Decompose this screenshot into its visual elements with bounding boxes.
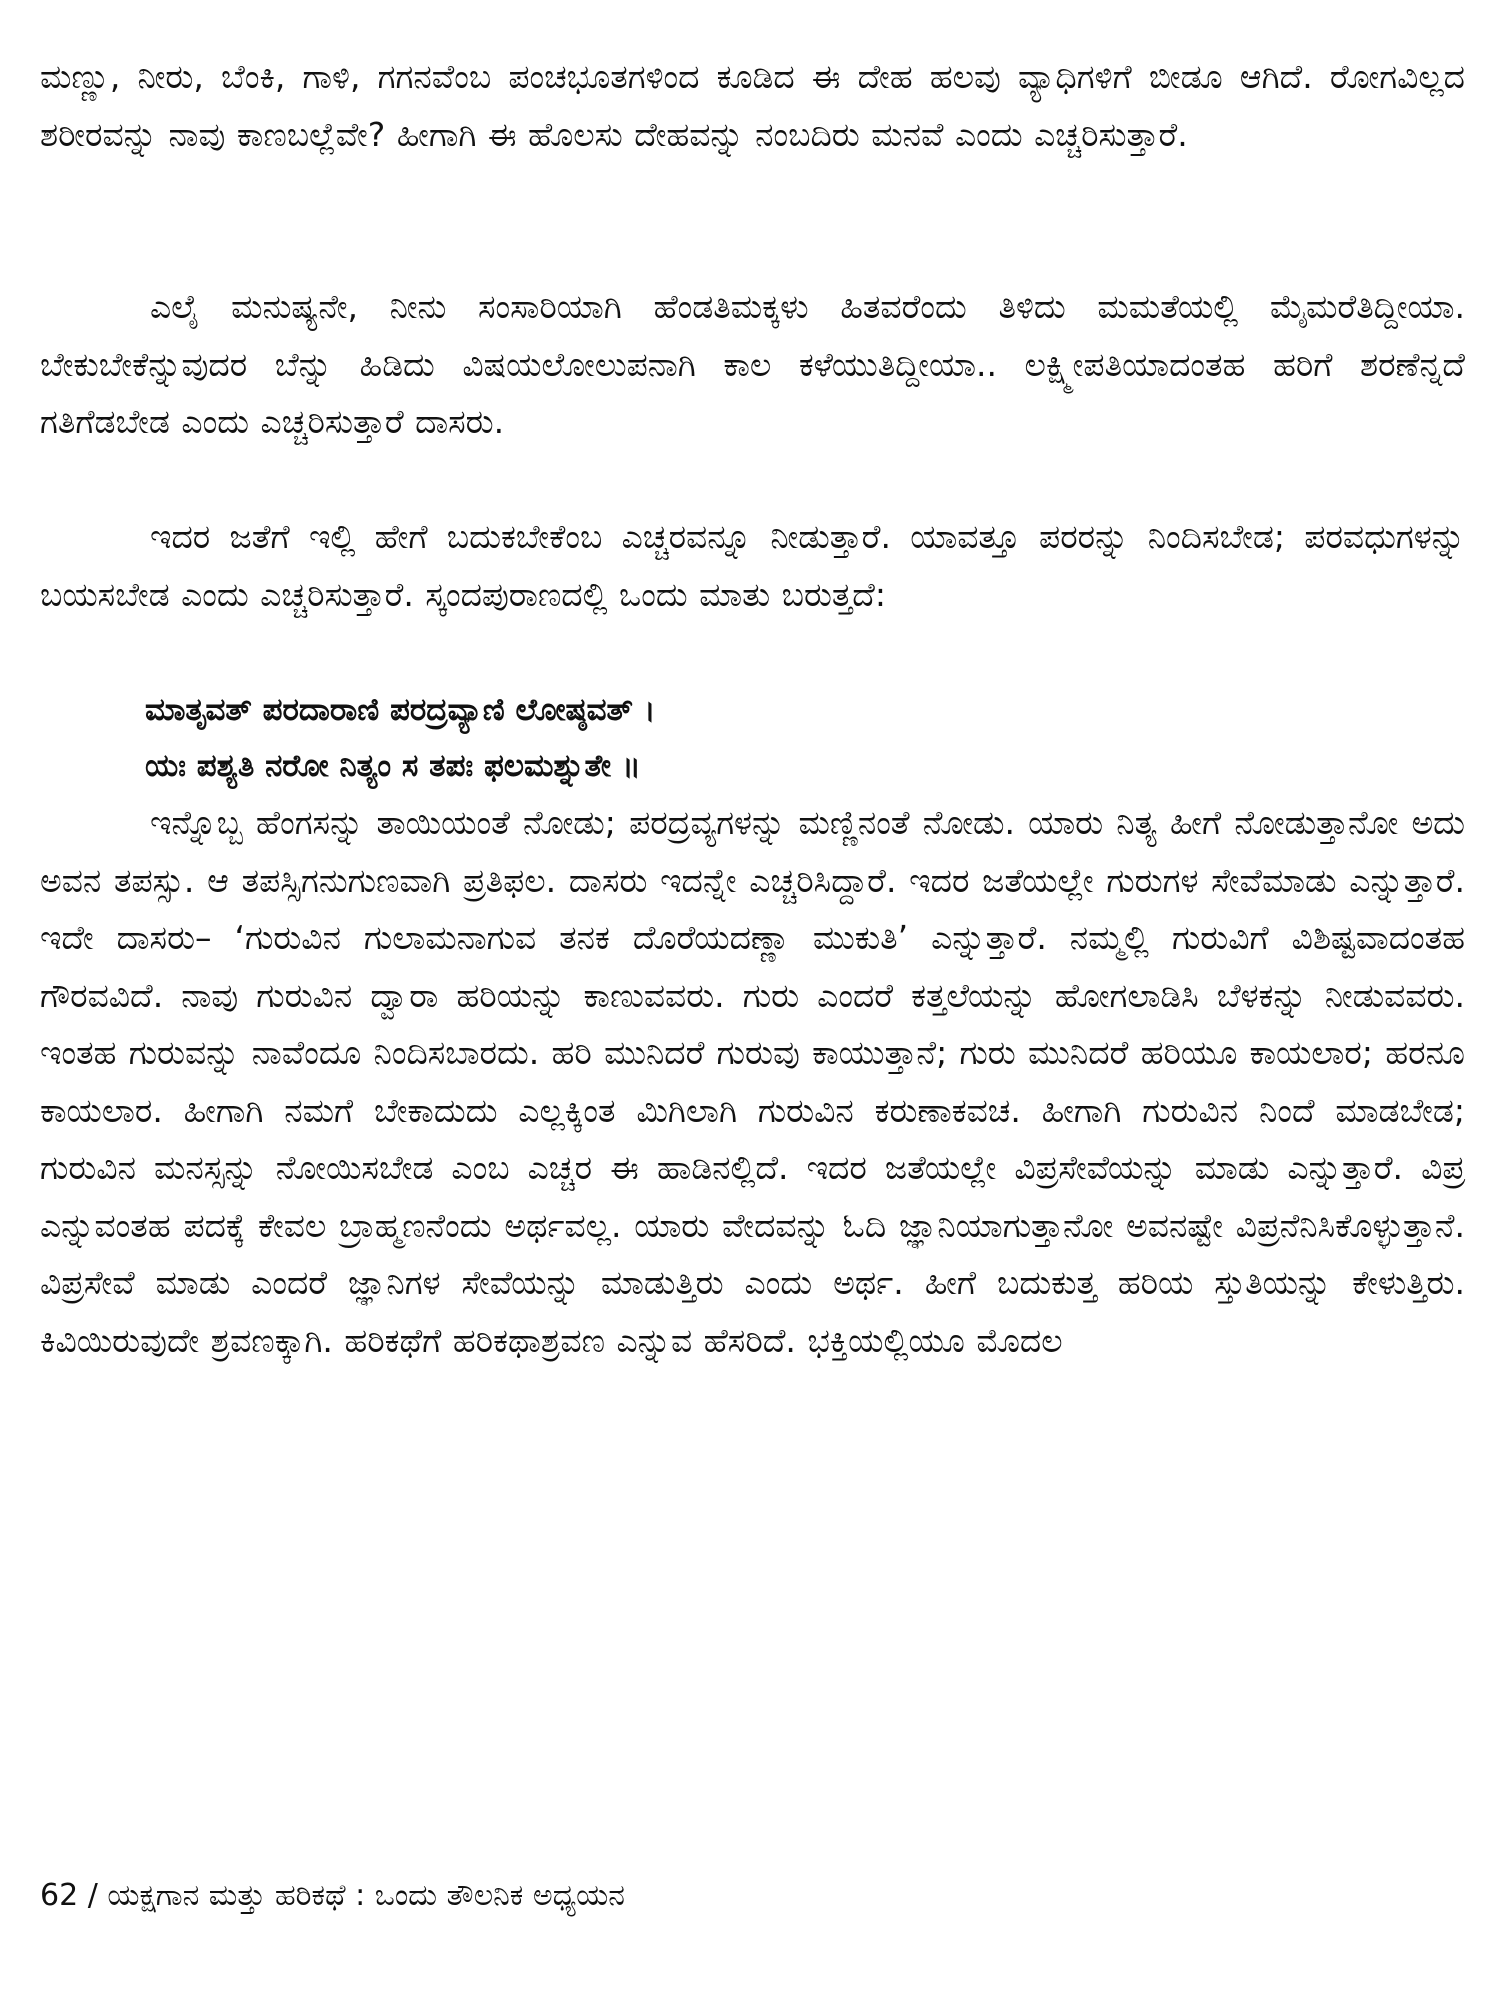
paragraph-how-to-live: ಇದರ ಜತೆಗೆ ಇಲ್ಲಿ ಹೇಗೆ ಬದುಕಬೇಕೆಂಬ ಎಚ್ಚರವನ್ನೂ ನೀಡುತ್ತಾರೆ. ಯಾವತ್ತೂ ಪರರನ್ನು ನಿಂದಿಸಬೇಡ; ಪರವಧುಗಳನ್ನು ಬಯಸಬೇಡ ಎಂದು ಎಚ್ಚರಿಸುತ್ತಾರೆ. ಸ್ಕಂದಪುರಾಣದಲ್ಲಿ ಒಂದು ಮಾತು ಬರುತ್ತದೆ: bbox=[40, 517, 1465, 614]
sanskrit-verse-line-1: ಮಾತೃವತ್ ಪರದಾರಾಣಿ ಪರದ್ರವ್ಯಾಣಿ ಲೋಷ್ಠವತ್ । bbox=[145, 692, 656, 728]
paragraph-worldly-attachment: ಎಲೈ ಮನುಷ್ಯನೇ, ನೀನು ಸಂಸಾರಿಯಾಗಿ ಹೆಂಡತಿಮಕ್ಕಳು ಹಿತವರೆಂದು ತಿಳಿದು ಮಮತೆಯಲ್ಲಿ ಮೈಮರೆತಿದ್ದೀಯಾ. ಬೇಕುಬೇಕೆನ್ನುವುದರ ಬೆನ್ನು ಹಿಡಿದು ವಿಷಯಲೋಲುಪನಾಗಿ ಕಾಲ ಕಳೆಯುತಿದ್ದೀಯಾ.. ಲಕ್ಷ್ಮೀಪತಿಯಾದಂತಹ ಹರಿಗೆ ಶರಣೆನ್ನದೆ ಗತಿಗೆಡಬೇಡ ಎಂದು ಎಚ್ಚರಿಸುತ್ತಾರೆ ದಾಸರು. bbox=[40, 287, 1465, 441]
page-footer: 62 / ಯಕ್ಷಗಾನ ಮತ್ತು ಹರಿಕಥೆ : ಒಂದು ತೌಲನಿಕ ಅಧ್ಯಯನ bbox=[40, 1878, 625, 1913]
paragraph-body-hazards: ಮಣ್ಣು, ನೀರು, ಬೆಂಕಿ, ಗಾಳಿ, ಗಗನವೆಂಬ ಪಂಚಭೂತಗಳಿಂದ ಕೂಡಿದ ಈ ದೇಹ ಹಲವು ವ್ಯಾಧಿಗಳಿಗೆ ಬೀಡೂ ಆಗಿದೆ. ರೋಗವಿಲ್ಲದ ಶರೀರವನ್ನು ನಾವು ಕಾಣಬಲ್ಲೆವೇ? ಹೀಗಾಗಿ ಈ ಹೊಲಸು ದೇಹವನ್ನು ನಂಬದಿರು ಮನವೆ ಎಂದು ಎಚ್ಚರಿಸುತ್ತಾರೆ. bbox=[40, 57, 1465, 154]
paragraph-guru-service: ಇನ್ನೊಬ್ಬ ಹೆಂಗಸನ್ನು ತಾಯಿಯಂತೆ ನೋಡು; ಪರದ್ರವ್ಯಗಳನ್ನು ಮಣ್ಣಿನಂತೆ ನೋಡು. ಯಾರು ನಿತ್ಯ ಹೀಗೆ ನೋಡುತ್ತಾನೋ ಅದು ಅವನ ತಪಸ್ಸು. ಆ ತಪಸ್ಸಿಗನುಗುಣವಾಗಿ ಪ್ರತಿಫಲ. ದಾಸರು ಇದನ್ನೇ ಎಚ್ಚರಿಸಿದ್ದಾರೆ. ಇದರ ಜತೆಯಲ್ಲೇ ಗುರುಗಳ ಸೇವೆಮಾಡು ಎನ್ನುತ್ತಾರೆ. ಇದೇ ದಾಸರು– ‘ಗುರುವಿನ ಗುಲಾಮನಾಗುವ ತನಕ ದೊರೆಯದಣ್ಣಾ ಮುಕುತಿ’ ಎನ್ನುತ್ತಾರೆ. ನಮ್ಮಲ್ಲಿ ಗುರುವಿಗೆ ವಿಶಿಷ್ಟವಾದಂತಹ ಗೌರವವಿದೆ. ನಾವು ಗುರುವಿನ ದ್ವಾರಾ ಹರಿಯನ್ನು ಕಾಣುವವರು. ಗುರು ಎಂದರೆ ಕತ್ತಲೆಯನ್ನು ಹೋಗಲಾಡಿಸಿ ಬೆಳಕನ್ನು ನೀಡುವವರು. ಇಂತಹ ಗುರುವನ್ನು ನಾವೆಂದೂ ನಿಂದಿಸಬಾರದು. ಹರಿ ಮುನಿದರೆ ಗುರುವು ಕಾಯುತ್ತಾನೆ; ಗುರು ಮುನಿದರೆ ಹರಿಯೂ ಕಾಯಲಾರ; ಹರನೂ ಕಾಯಲಾರ. ಹೀಗಾಗಿ ನಮಗೆ ಬೇಕಾದುದು ಎಲ್ಲಕ್ಕಿಂತ ಮಿಗಿಲಾಗಿ ಗುರುವಿನ ಕರುಣಾಕವಚ. ಹೀಗಾಗಿ ಗುರುವಿನ ನಿಂದೆ ಮಾಡಬೇಡ; ಗುರುವಿನ ಮನಸ್ಸನ್ನು ನೋಯಿಸಬೇಡ ಎಂಬ ಎಚ್ಚರ ಈ ಹಾಡಿನಲ್ಲಿದೆ. ಇದರ ಜತೆಯಲ್ಲೇ ವಿಪ್ರಸೇವೆಯನ್ನು ಮಾಡು ಎನ್ನುತ್ತಾರೆ. ವಿಪ್ರ ಎನ್ನುವಂತಹ ಪದಕ್ಕೆ ಕೇವಲ ಬ್ರಾಹ್ಮಣನೆಂದು ಅರ್ಥವಲ್ಲ. ಯಾರು ವೇದವನ್ನು ಓದಿ ಜ್ಞಾನಿಯಾಗುತ್ತಾನೋ ಅವನಷ್ಟೇ ವಿಪ್ರನೆನಿಸಿಕೊಳ್ಳುತ್ತಾನೆ. ವಿಪ್ರಸೇವೆ ಮಾಡು ಎಂದರೆ ಜ್ಞಾನಿಗಳ ಸೇವೆಯನ್ನು ಮಾಡುತ್ತಿರು ಎಂದು ಅರ್ಥ. ಹೀಗೆ ಬದುಕುತ್ತ ಹರಿಯ ಸ್ತುತಿಯನ್ನು ಕೇಳುತ್ತಿರು. ಕಿವಿಯಿರುವುದೇ ಶ್ರವಣಕ್ಕಾಗಿ. ಹರಿಕಥೆಗೆ ಹರಿಕಥಾಶ್ರವಣ ಎನ್ನುವ ಹೆಸರಿದೆ. ಭಕ್ತಿಯಲ್ಲಿಯೂ ಮೊದಲ bbox=[40, 803, 1465, 1360]
sanskrit-verse-line-2: ಯಃ ಪಶ್ಯತಿ ನರೋ ನಿತ್ಯಂ ಸ ತಪಃ ಫಲಮಶ್ನುತೇ ॥ bbox=[145, 748, 641, 784]
